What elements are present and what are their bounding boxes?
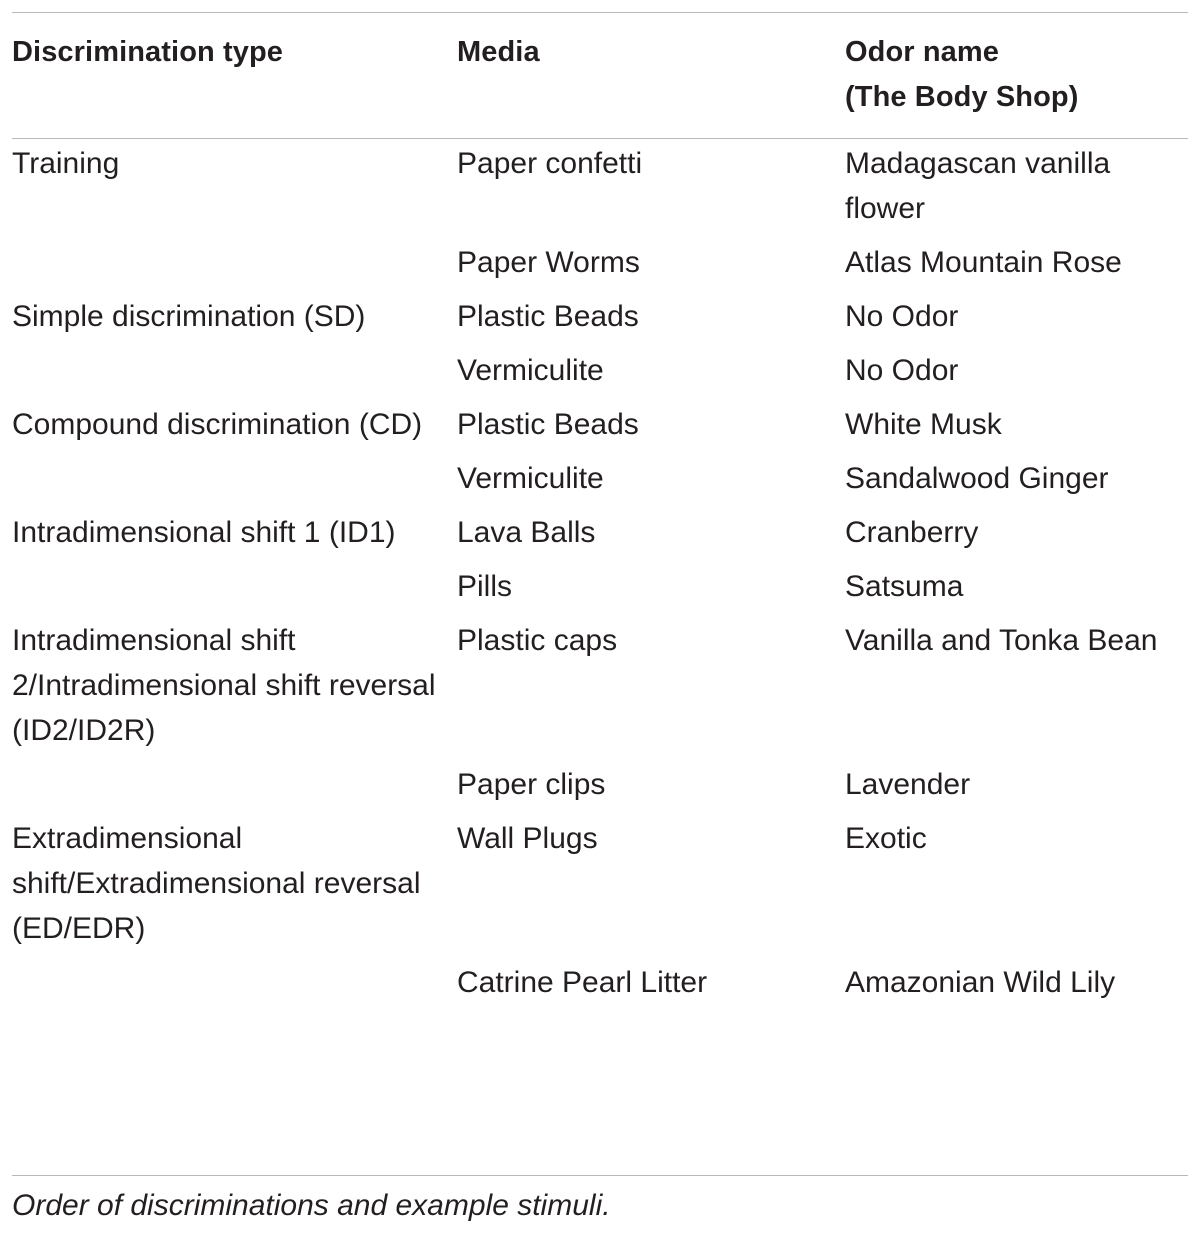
table-caption: Order of discriminations and example stimuli. bbox=[12, 1189, 611, 1222]
cell-discrimination-type: Simple discrimination (SD) bbox=[12, 300, 366, 333]
cell-odor: Atlas Mountain Rose bbox=[845, 246, 1122, 279]
header-odor-name-line2: (The Body Shop) bbox=[845, 81, 1079, 113]
cell-media: Plastic caps bbox=[457, 624, 618, 657]
bottom-rule bbox=[12, 1175, 1188, 1176]
cell-discrimination-type: Compound discrimination (CD) bbox=[12, 408, 423, 441]
table-row bbox=[12, 348, 1188, 402]
cell-discrimination-type bbox=[12, 960, 457, 1014]
cell-media: Catrine Pearl Litter bbox=[457, 966, 708, 999]
cell-discrimination-type bbox=[12, 348, 457, 402]
cell-odor: Amazonian Wild Lily bbox=[845, 966, 1116, 999]
cell-media: Paper confetti bbox=[457, 147, 643, 180]
cell-odor: Madagascan vanilla flower bbox=[845, 147, 1111, 225]
header-odor-name bbox=[845, 13, 1188, 121]
table-row bbox=[12, 618, 1188, 762]
cell-odor: Cranberry bbox=[845, 516, 979, 549]
cell-media: Paper clips bbox=[457, 768, 606, 801]
table-row bbox=[12, 402, 1188, 456]
cell-odor: No Odor bbox=[845, 354, 959, 387]
header-odor-name-line1: Odor name bbox=[845, 36, 999, 68]
header-row bbox=[12, 13, 1188, 121]
cell-odor: Exotic bbox=[845, 822, 927, 855]
header-media: Media bbox=[457, 36, 540, 68]
cell-discrimination-type: Extradimensional shift/Extradimensional reversal (ED/EDR) bbox=[12, 822, 421, 945]
cell-discrimination-type bbox=[12, 762, 457, 816]
cell-media: Wall Plugs bbox=[457, 822, 598, 855]
table-row bbox=[12, 240, 1188, 294]
cell-discrimination-type: Training bbox=[12, 147, 120, 180]
stimuli-table bbox=[12, 13, 1188, 1014]
cell-media: Paper Worms bbox=[457, 246, 640, 279]
cell-odor: White Musk bbox=[845, 408, 1002, 441]
cell-odor: Vanilla and Tonka Bean bbox=[845, 624, 1158, 657]
table-row bbox=[12, 510, 1188, 564]
cell-discrimination-type bbox=[12, 240, 457, 294]
table-row bbox=[12, 816, 1188, 960]
cell-media: Lava Balls bbox=[457, 516, 596, 549]
cell-media: Plastic Beads bbox=[457, 408, 639, 441]
cell-odor: Satsuma bbox=[845, 570, 964, 603]
table-row bbox=[12, 762, 1188, 816]
table-row bbox=[12, 121, 1188, 240]
cell-media: Plastic Beads bbox=[457, 300, 639, 333]
table-row bbox=[12, 564, 1188, 618]
cell-media: Pills bbox=[457, 570, 513, 603]
cell-media: Vermiculite bbox=[457, 354, 604, 387]
cell-discrimination-type: Intradimensional shift 1 (ID1) bbox=[12, 516, 396, 549]
table-row bbox=[12, 960, 1188, 1014]
cell-odor: Sandalwood Ginger bbox=[845, 462, 1109, 495]
cell-odor: No Odor bbox=[845, 300, 959, 333]
table-body bbox=[12, 121, 1188, 1014]
cell-discrimination-type bbox=[12, 564, 457, 618]
table-row bbox=[12, 294, 1188, 348]
table-row bbox=[12, 456, 1188, 510]
header-discrimination-type: Discrimination type bbox=[12, 36, 284, 68]
cell-odor: Lavender bbox=[845, 768, 971, 801]
cell-discrimination-type: Intradimensional shift 2/Intradimensional shift reversal (ID2/ID2R) bbox=[12, 624, 436, 747]
cell-media: Vermiculite bbox=[457, 462, 604, 495]
table-header bbox=[12, 13, 1188, 121]
cell-discrimination-type bbox=[12, 456, 457, 510]
